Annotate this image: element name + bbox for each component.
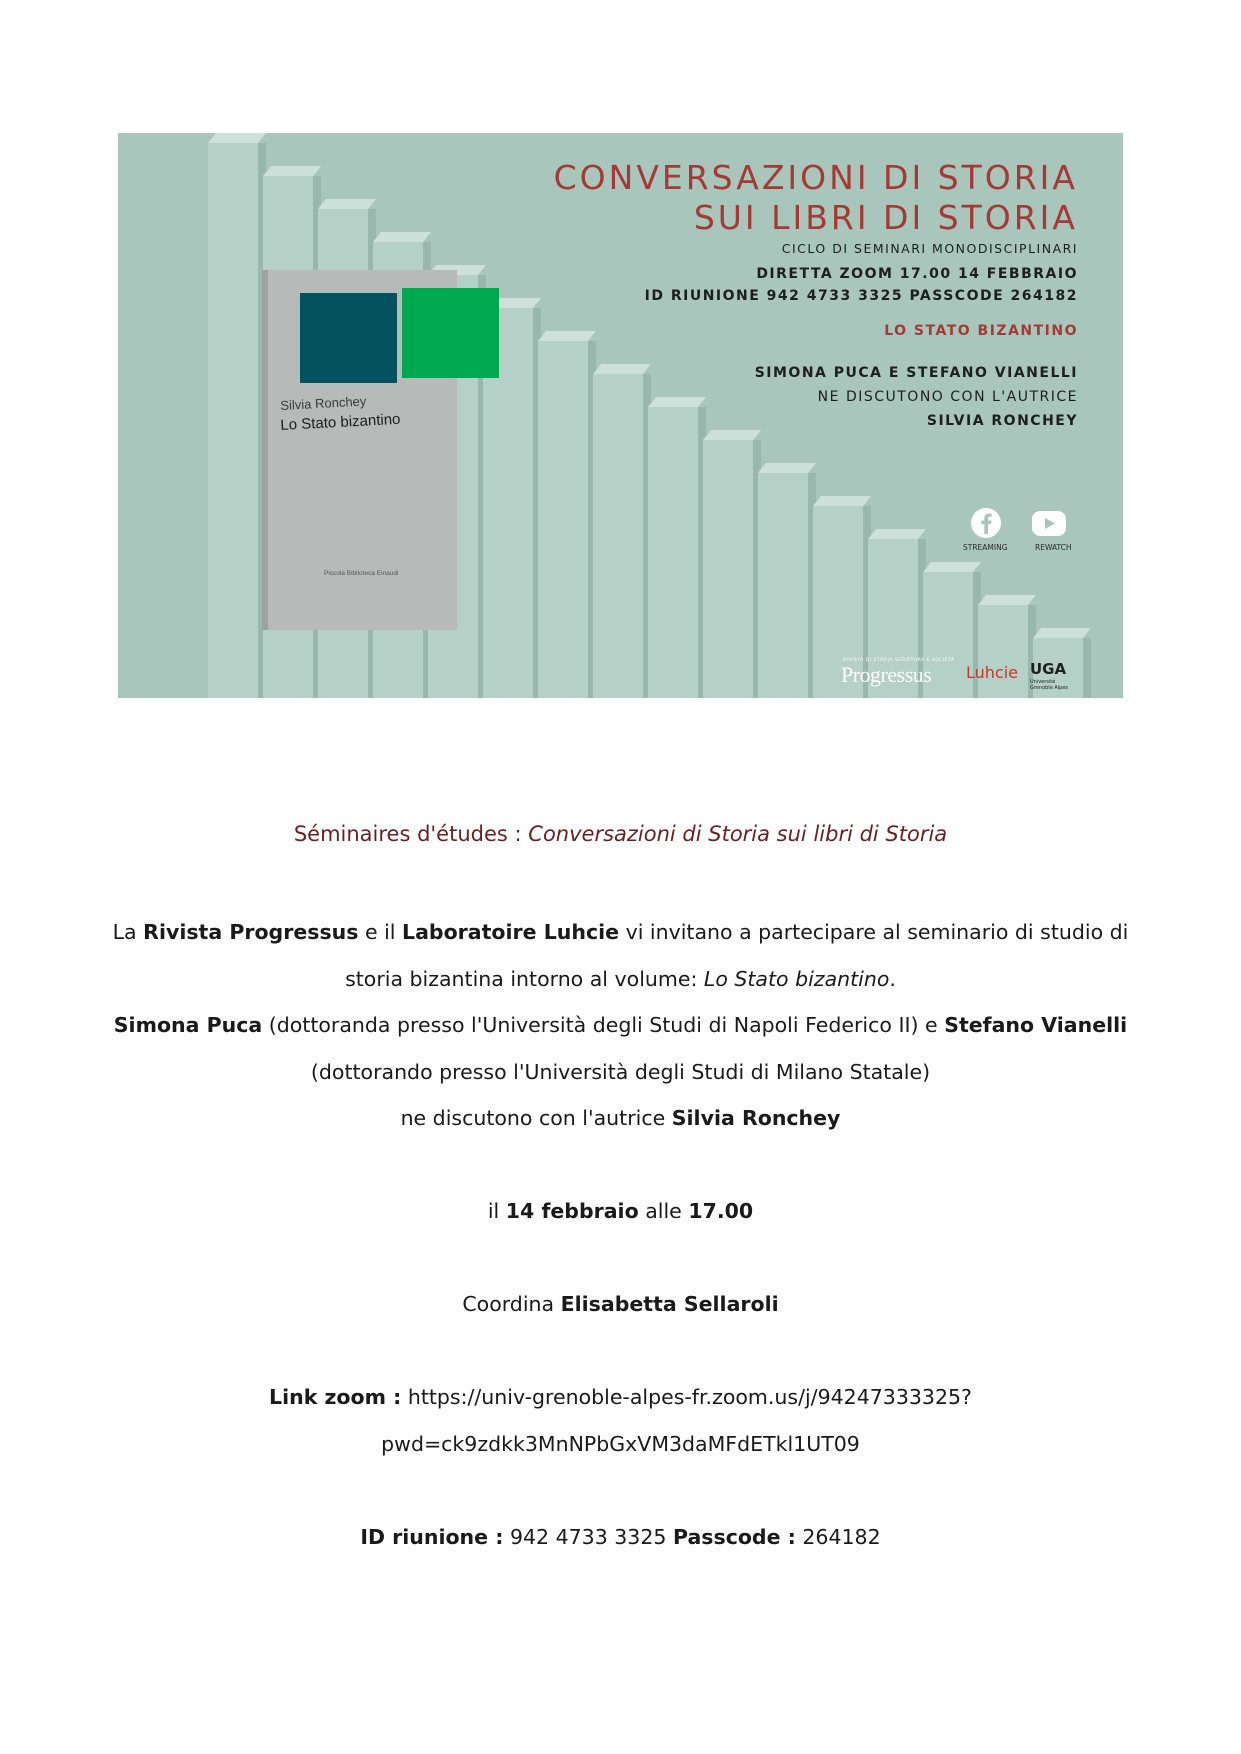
background-slab-top	[593, 364, 651, 374]
book-author: Silvia Ronchey	[280, 393, 367, 413]
uga-logo-subtitle: Université Grenoble Alpes	[1030, 679, 1069, 691]
heading-title: Conversazioni di Storia sui libri di Storia	[528, 822, 948, 846]
banner-discuss: NE DISCUTONO CON L'AUTRICE	[817, 389, 1078, 405]
background-slab	[208, 143, 258, 698]
background-slab	[978, 605, 1028, 698]
zoom-link-line-1	[0, 1385, 1241, 1409]
background-slab	[758, 473, 808, 698]
banner-speakers: SIMONA PUCA E STEFANO VIANELLI	[754, 365, 1078, 381]
background-slab-top	[208, 133, 266, 143]
background-slab	[538, 341, 588, 698]
background-slab-top	[373, 232, 431, 242]
meeting-passcode: 264182	[802, 1525, 881, 1549]
intro-line-2: storia bizantina intorno al volume: Lo Stato bizantino.	[345, 967, 896, 991]
background-slab-top	[318, 199, 376, 209]
banner-subtitle: CICLO DI SEMINARI MONODISCIPLINARI	[781, 241, 1078, 256]
rivista-progressus: Rivista Progressus	[143, 920, 359, 944]
background-slab	[703, 440, 753, 698]
progressus-logo-tagline: RIVISTA DI STORIA SCRITTURA E SOCIETÀ	[843, 658, 955, 663]
intro-line-4: (dottorando presso l'Università degli Studi di Milano Statale)	[310, 1060, 931, 1084]
banner-live-line: DIRETTA ZOOM 17.00 14 FEBBRAIO	[756, 266, 1078, 282]
uga-logo: UGA	[1030, 660, 1067, 678]
banner-title-line2: SUI LIBRI DI STORIA	[693, 198, 1078, 237]
background-slab-top	[758, 463, 816, 473]
progressus-logo: Progressus	[841, 662, 932, 687]
banner-id-line: ID RIUNIONE 942 4733 3325 PASSCODE 264182	[644, 288, 1078, 304]
background-slab-top	[813, 496, 871, 506]
coordinator: Coordina Elisabetta Sellaroli	[462, 1292, 779, 1316]
speaker-stefano-vianelli: Stefano Vianelli	[944, 1013, 1128, 1037]
intro-line-3: Simona Puca (dottoranda presso l'Università degli Studi di Napoli Federico II) e Stefano Vianelli	[113, 1013, 1128, 1037]
zoom-link-line-2[interactable]: pwd=ck9zdkk3MnNPbGxVM3daMFdETkl1UT09	[381, 1432, 860, 1456]
laboratoire-luhcie: Laboratoire Luhcie	[402, 920, 620, 944]
book-title: Lo Stato bizantino	[280, 410, 401, 434]
background-slab-top	[978, 595, 1036, 605]
background-slab-top	[868, 529, 926, 539]
meeting-credentials: ID riunione : 942 4733 3325 Passcode : 264182	[360, 1525, 881, 1549]
event-banner	[118, 133, 1123, 698]
book-title-mention: Lo Stato bizantino	[703, 967, 890, 991]
zoom-link-url[interactable]: https://univ-grenoble-alpes-fr.zoom.us/j/94247333325?	[407, 1385, 972, 1409]
book-cover	[262, 270, 457, 630]
event-date: il 14 febbraio alle 17.00	[487, 1199, 754, 1223]
intro-line-5: ne discutono con l'autrice Silvia Ronchey	[400, 1106, 841, 1130]
banner-title-line1: CONVERSAZIONI DI STORIA	[553, 158, 1078, 197]
book-green-square	[402, 288, 499, 378]
book-series: Piccola Biblioteca Einaudi	[324, 570, 399, 577]
background-slab-top	[263, 166, 321, 176]
background-slab	[593, 374, 643, 698]
streaming-label: STREAMING	[963, 543, 1008, 552]
intro-line-1: La Rivista Progressus e il Laboratoire Luhcie vi invitano a partecipare al seminario di studio di	[112, 920, 1129, 944]
banner-book-topic: LO STATO BIZANTINO	[884, 323, 1078, 339]
author-silvia-ronchey: Silvia Ronchey	[671, 1106, 841, 1130]
rewatch-label: REWATCH	[1035, 543, 1072, 552]
background-slab-side	[1083, 638, 1091, 698]
speaker-simona-puca: Simona Puca	[113, 1013, 263, 1037]
youtube-icon[interactable]	[1030, 509, 1068, 539]
background-slab-top	[923, 562, 981, 572]
background-slab-top	[703, 430, 761, 440]
book-dark-square	[300, 293, 397, 383]
page-heading: Séminaires d'études : Conversazioni di Storia sui libri di Storia	[293, 822, 948, 846]
facebook-icon[interactable]	[970, 507, 1002, 539]
zoom-link-label: Link zoom :	[269, 1385, 402, 1409]
background-slab-top	[1033, 628, 1091, 638]
meeting-id: 942 4733 3325	[509, 1525, 667, 1549]
background-slab	[648, 407, 698, 698]
banner-author: SILVIA RONCHEY	[926, 413, 1078, 429]
background-slab-top	[538, 331, 596, 341]
background-slab-top	[648, 397, 706, 407]
luhcie-logo: Luhcie	[966, 663, 1018, 682]
